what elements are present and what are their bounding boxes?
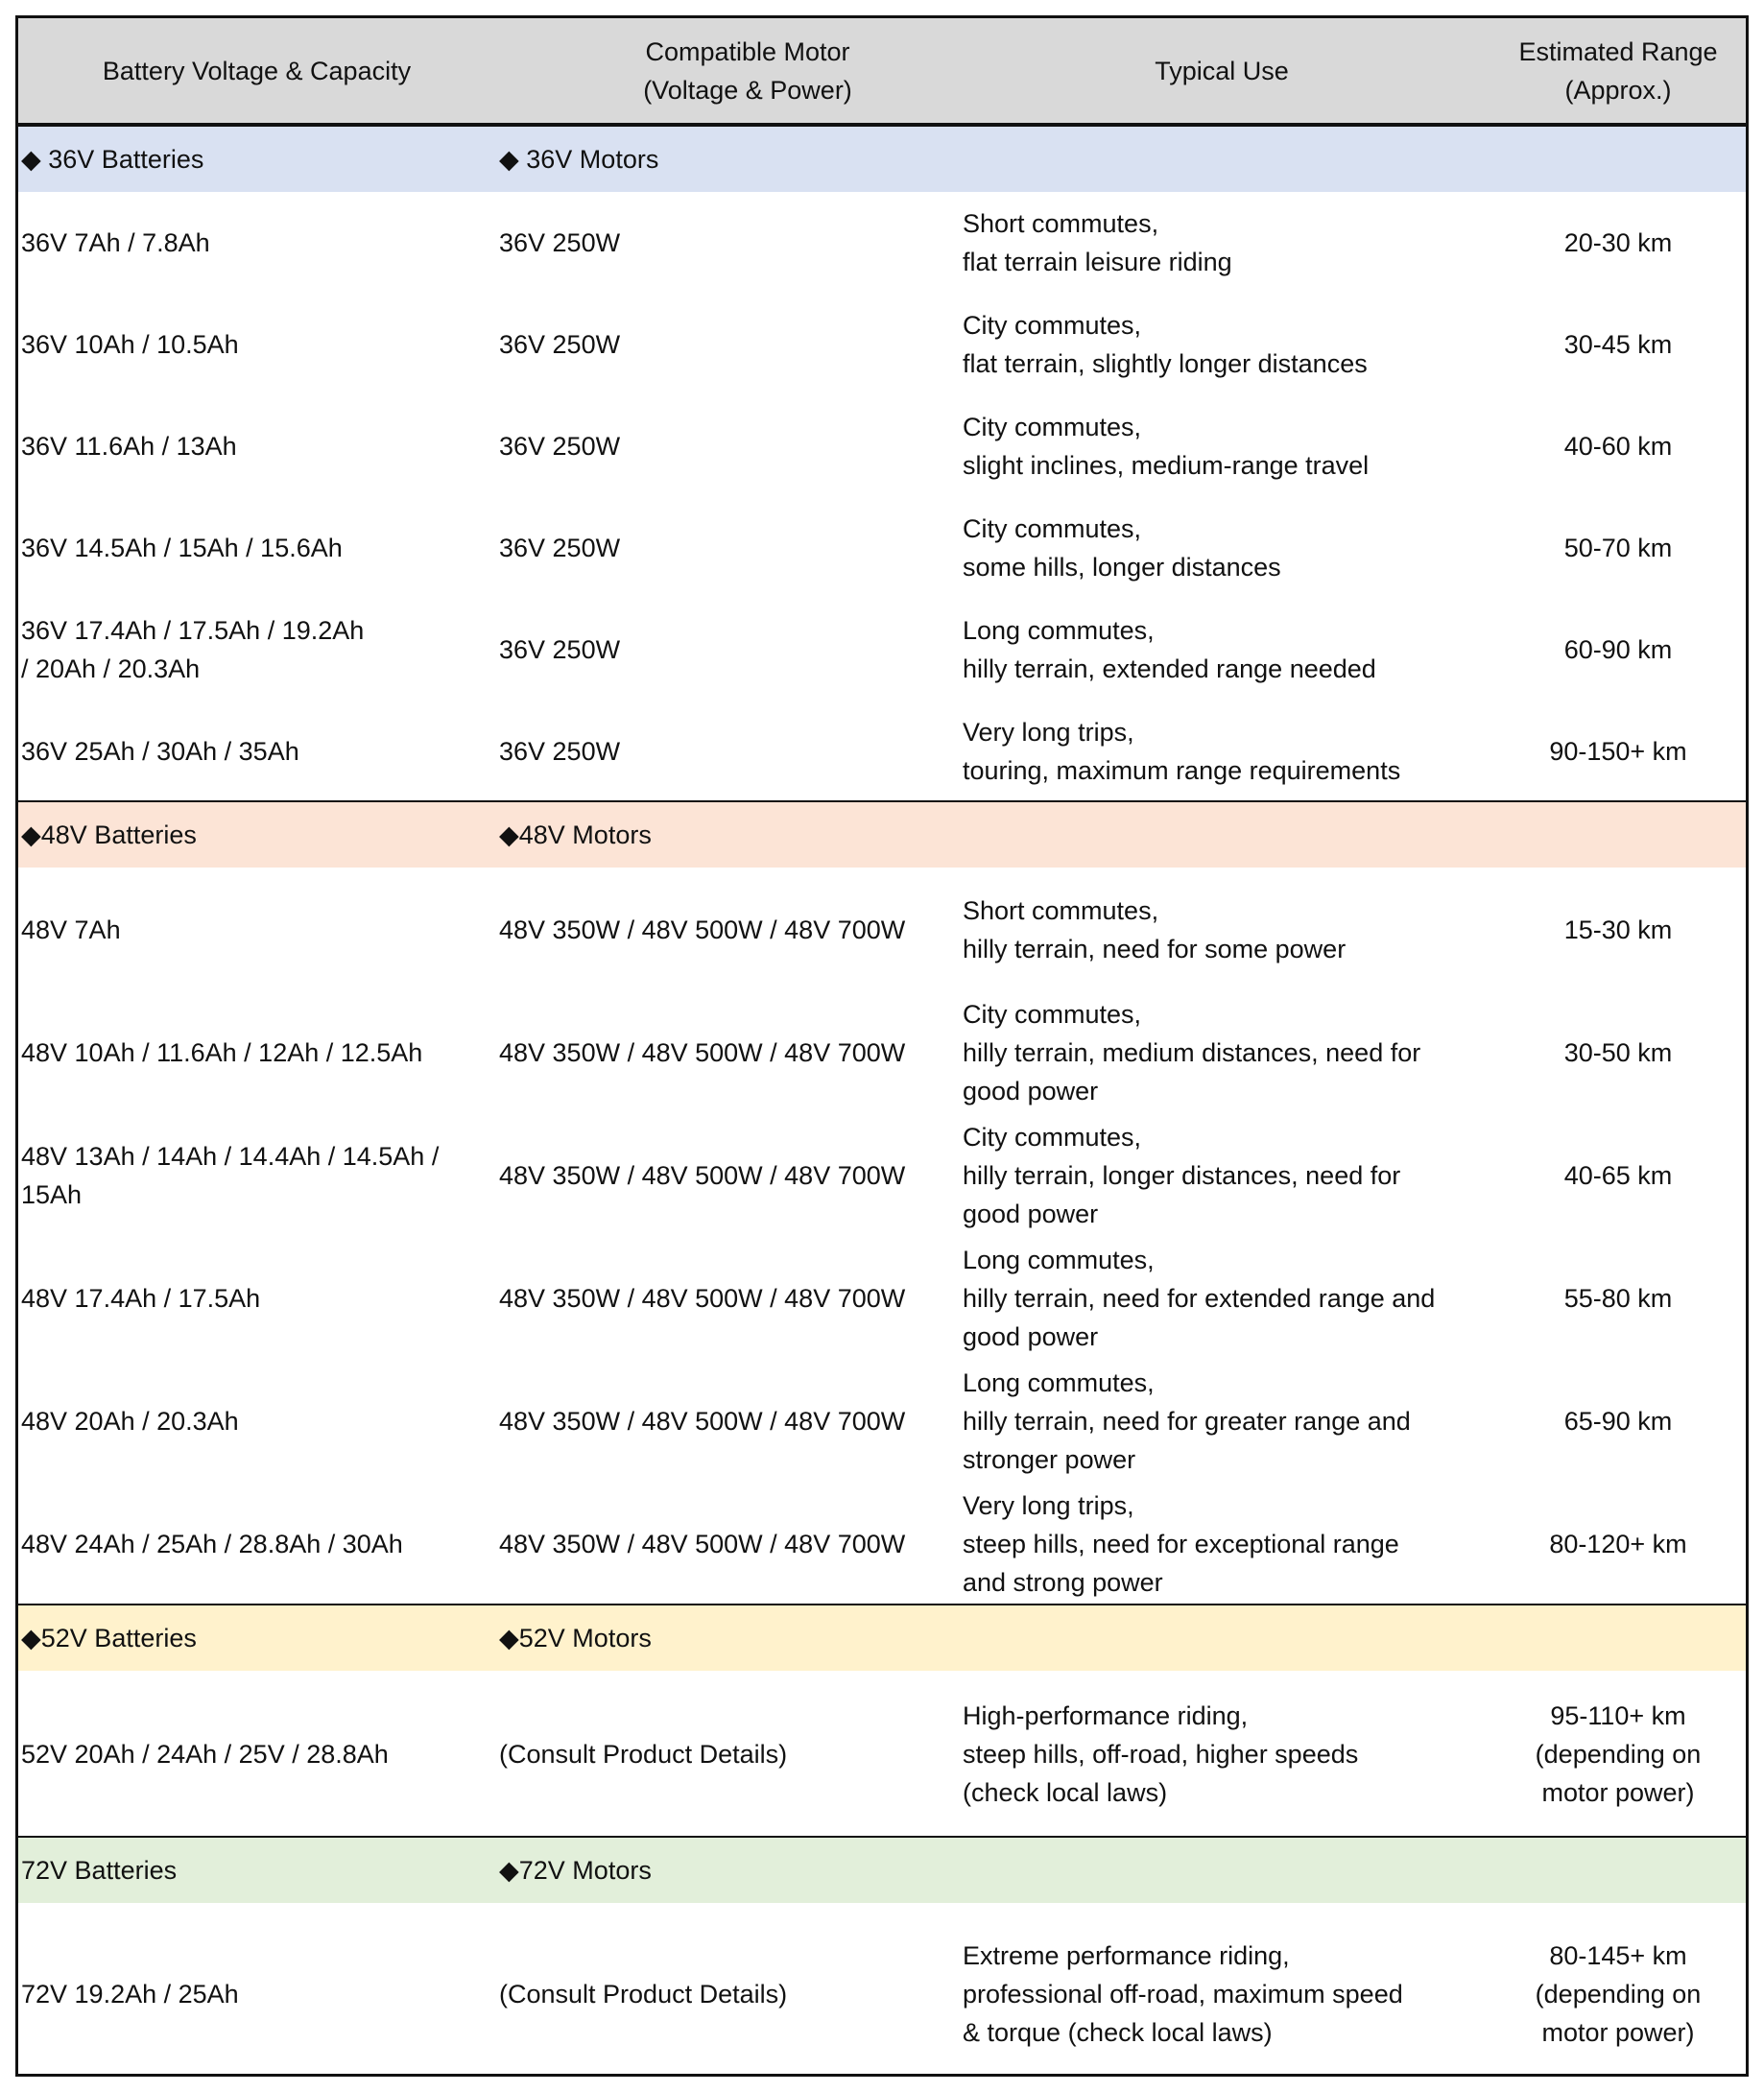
range-line: 90-150+ km — [1549, 737, 1687, 766]
typical-use-cell — [963, 1486, 1481, 1602]
typical-use-cell — [963, 510, 1481, 586]
typical-use-line: City commutes, — [963, 1123, 1142, 1152]
battery-line: 15Ah — [21, 1180, 83, 1209]
typical-use-cell — [963, 1697, 1481, 1812]
header-range-line1: Estimated Range — [1518, 36, 1718, 66]
table-row — [18, 701, 1746, 802]
battery-cell — [18, 911, 495, 949]
typical-use-line: hilly terrain, need for extended range and — [963, 1284, 1436, 1313]
range-line: (depending on — [1535, 1979, 1702, 2009]
range-line: 15-30 km — [1563, 915, 1673, 944]
typical-use-cell — [963, 1118, 1481, 1233]
section-header-1 — [18, 802, 1746, 868]
table-row — [18, 294, 1746, 395]
typical-use-line: City commutes, — [963, 311, 1142, 340]
battery-line: 36V 10Ah / 10.5Ah — [21, 330, 239, 359]
typical-use-line: professional off-road, maximum speed — [963, 1979, 1403, 2009]
typical-use-line: hilly terrain, extended range needed — [963, 654, 1376, 683]
typical-use-line: flat terrain, slightly longer distances — [963, 349, 1368, 378]
section-battery-label: ◆48V Batteries — [21, 820, 197, 849]
typical-use-line: City commutes, — [963, 514, 1142, 543]
typical-use-line: flat terrain leisure riding — [963, 248, 1232, 276]
battery-cell — [18, 611, 495, 688]
typical-use-cell — [963, 408, 1481, 485]
battery-line: 72V 19.2Ah / 25Ah — [21, 1979, 239, 2009]
typical-use-cell — [963, 204, 1481, 281]
typical-use-line: steep hills, off-road, higher speeds — [963, 1740, 1359, 1769]
motor-cell: 36V 250W — [499, 737, 621, 766]
typical-use-line: touring, maximum range requirements — [963, 756, 1401, 785]
typical-use-line: (check local laws) — [963, 1778, 1168, 1807]
header-use-label: Typical Use — [1155, 56, 1289, 85]
range-line: 60-90 km — [1563, 635, 1673, 664]
battery-line: 36V 17.4Ah / 17.5Ah / 19.2Ah — [21, 616, 365, 645]
motor-cell: (Consult Product Details) — [499, 1740, 788, 1769]
header-motor-line2: (Voltage & Power) — [643, 75, 852, 105]
battery-cell — [18, 529, 495, 567]
range-cell — [1487, 1402, 1750, 1440]
typical-use-line: slight inclines, medium-range travel — [963, 451, 1370, 480]
battery-line: 36V 14.5Ah / 15Ah / 15.6Ah — [21, 534, 343, 562]
motor-cell: 48V 350W / 48V 500W / 48V 700W — [499, 1407, 906, 1436]
typical-use-cell — [963, 713, 1481, 790]
battery-cell — [18, 732, 495, 771]
battery-cell — [18, 1034, 495, 1072]
typical-use-line: and strong power — [963, 1568, 1163, 1597]
range-cell — [1487, 325, 1750, 364]
range-line: 40-65 km — [1563, 1161, 1673, 1190]
range-cell — [1487, 1697, 1750, 1812]
motor-cell: 36V 250W — [499, 635, 621, 664]
typical-use-line: Long commutes, — [963, 616, 1155, 645]
section-header-0 — [18, 127, 1746, 192]
table-header — [18, 18, 1746, 127]
typical-use-line: City commutes, — [963, 413, 1142, 441]
section-motor-label: ◆52V Motors — [499, 1624, 652, 1652]
typical-use-line: some hills, longer distances — [963, 553, 1281, 582]
typical-use-line: good power — [963, 1322, 1099, 1351]
battery-line: 52V 20Ah / 24Ah / 25V / 28.8Ah — [21, 1740, 389, 1769]
typical-use-line: Very long trips, — [963, 1491, 1134, 1520]
section-battery-label: ◆ 36V Batteries — [21, 145, 204, 174]
battery-cell — [18, 1137, 495, 1214]
battery-cell — [18, 1279, 495, 1318]
range-cell — [1487, 1156, 1750, 1195]
battery-line: 48V 24Ah / 25Ah / 28.8Ah / 30Ah — [21, 1530, 403, 1558]
typical-use-line: & torque (check local laws) — [963, 2017, 1273, 2047]
battery-line: 36V 7Ah / 7.8Ah — [21, 228, 210, 257]
header-motor-line1: Compatible Motor — [645, 36, 850, 66]
motor-cell: 48V 350W / 48V 500W / 48V 700W — [499, 1161, 906, 1190]
motor-cell: 36V 250W — [499, 330, 621, 359]
range-line: 55-80 km — [1563, 1284, 1673, 1313]
table-row — [18, 991, 1746, 1114]
typical-use-line: City commutes, — [963, 1000, 1142, 1029]
table-row — [18, 1237, 1746, 1360]
motor-cell: 48V 350W / 48V 500W / 48V 700W — [499, 1530, 906, 1558]
range-line: 30-45 km — [1563, 330, 1673, 359]
range-cell — [1487, 911, 1750, 949]
battery-motor-compatibility-table — [15, 15, 1749, 2077]
battery-line: 48V 10Ah / 11.6Ah / 12Ah / 12.5Ah — [21, 1038, 423, 1067]
typical-use-line: Long commutes, — [963, 1246, 1155, 1274]
battery-line: 48V 13Ah / 14Ah / 14.4Ah / 14.5Ah / — [21, 1142, 440, 1171]
typical-use-line: hilly terrain, need for some power — [963, 934, 1347, 963]
range-line: 65-90 km — [1563, 1407, 1673, 1436]
typical-use-cell — [963, 306, 1481, 383]
section-motor-label: ◆ 36V Motors — [499, 145, 659, 174]
typical-use-line: hilly terrain, medium distances, need for — [963, 1038, 1421, 1067]
range-line: 40-60 km — [1563, 432, 1673, 461]
battery-cell — [18, 1525, 495, 1563]
battery-cell — [18, 1735, 495, 1773]
range-cell — [1487, 1034, 1750, 1072]
typical-use-cell — [963, 611, 1481, 688]
range-line: motor power) — [1541, 2017, 1695, 2047]
section-motor-label: ◆48V Motors — [499, 820, 652, 849]
typical-use-line: steep hills, need for exceptional range — [963, 1530, 1399, 1558]
range-cell — [1487, 630, 1750, 669]
typical-use-cell — [963, 891, 1481, 968]
typical-use-line: Short commutes, — [963, 209, 1159, 238]
typical-use-line: good power — [963, 1077, 1099, 1105]
table-row — [18, 1114, 1746, 1237]
battery-cell — [18, 1975, 495, 2013]
header-range — [1487, 33, 1750, 109]
range-line: 50-70 km — [1563, 534, 1673, 562]
typical-use-line: good power — [963, 1200, 1099, 1228]
table-row — [18, 1903, 1746, 2084]
motor-cell: 48V 350W / 48V 500W / 48V 700W — [499, 1038, 906, 1067]
typical-use-line: High-performance riding, — [963, 1701, 1249, 1730]
typical-use-cell — [963, 1937, 1481, 2052]
table-row — [18, 868, 1746, 991]
range-line: 95-110+ km — [1550, 1701, 1686, 1730]
battery-line: 48V 7Ah — [21, 915, 121, 944]
header-range-line2: (Approx.) — [1564, 75, 1672, 105]
motor-cell: 36V 250W — [499, 228, 621, 257]
motor-cell: 48V 350W / 48V 500W / 48V 700W — [499, 1284, 906, 1313]
range-line: 80-120+ km — [1549, 1530, 1687, 1558]
typical-use-line: stronger power — [963, 1445, 1136, 1474]
section-header-3 — [18, 1838, 1746, 1903]
battery-line: 48V 20Ah / 20.3Ah — [21, 1407, 239, 1436]
battery-line: 48V 17.4Ah / 17.5Ah — [21, 1284, 261, 1313]
section-motor-label: ◆72V Motors — [499, 1856, 652, 1885]
range-line: (depending on — [1535, 1740, 1702, 1769]
range-line: 20-30 km — [1563, 228, 1673, 257]
range-line: 30-50 km — [1563, 1038, 1673, 1067]
battery-line: / 20Ah / 20.3Ah — [21, 654, 201, 683]
motor-cell: 36V 250W — [499, 432, 621, 461]
battery-line: 36V 11.6Ah / 13Ah — [21, 432, 237, 461]
table-row — [18, 599, 1746, 701]
table-row — [18, 192, 1746, 294]
battery-cell — [18, 427, 495, 465]
table-row — [18, 1483, 1746, 1605]
header-battery-label: Battery Voltage & Capacity — [102, 56, 412, 85]
header-use — [963, 52, 1481, 90]
typical-use-cell — [963, 1241, 1481, 1356]
header-battery — [18, 52, 495, 90]
typical-use-line: Extreme performance riding, — [963, 1940, 1290, 1970]
typical-use-line: Short commutes, — [963, 895, 1159, 925]
table-row — [18, 1360, 1746, 1483]
typical-use-line: Very long trips, — [963, 718, 1134, 747]
motor-cell: (Consult Product Details) — [499, 1979, 788, 2009]
range-cell — [1487, 224, 1750, 262]
section-header-2 — [18, 1605, 1746, 1671]
battery-cell — [18, 325, 495, 364]
battery-cell — [18, 224, 495, 262]
range-line: 80-145+ km — [1549, 1940, 1687, 1970]
typical-use-line: hilly terrain, need for greater range and — [963, 1407, 1411, 1436]
motor-cell: 48V 350W / 48V 500W / 48V 700W — [499, 915, 906, 944]
range-cell — [1487, 427, 1750, 465]
range-cell — [1487, 1937, 1750, 2052]
section-battery-label: ◆52V Batteries — [21, 1624, 197, 1652]
battery-line: 36V 25Ah / 30Ah / 35Ah — [21, 737, 299, 766]
range-line: motor power) — [1541, 1778, 1695, 1807]
typical-use-line: Long commutes, — [963, 1368, 1155, 1397]
table-row — [18, 1671, 1746, 1838]
table-row — [18, 395, 1746, 497]
range-cell — [1487, 1279, 1750, 1318]
table-row — [18, 497, 1746, 599]
motor-cell: 36V 250W — [499, 534, 621, 562]
typical-use-line: hilly terrain, longer distances, need for — [963, 1161, 1401, 1190]
header-motor — [517, 33, 978, 109]
typical-use-cell — [963, 995, 1481, 1110]
range-cell — [1487, 529, 1750, 567]
typical-use-cell — [963, 1364, 1481, 1479]
range-cell — [1487, 732, 1750, 771]
range-cell — [1487, 1525, 1750, 1563]
section-battery-label: 72V Batteries — [21, 1856, 178, 1885]
battery-cell — [18, 1402, 495, 1440]
